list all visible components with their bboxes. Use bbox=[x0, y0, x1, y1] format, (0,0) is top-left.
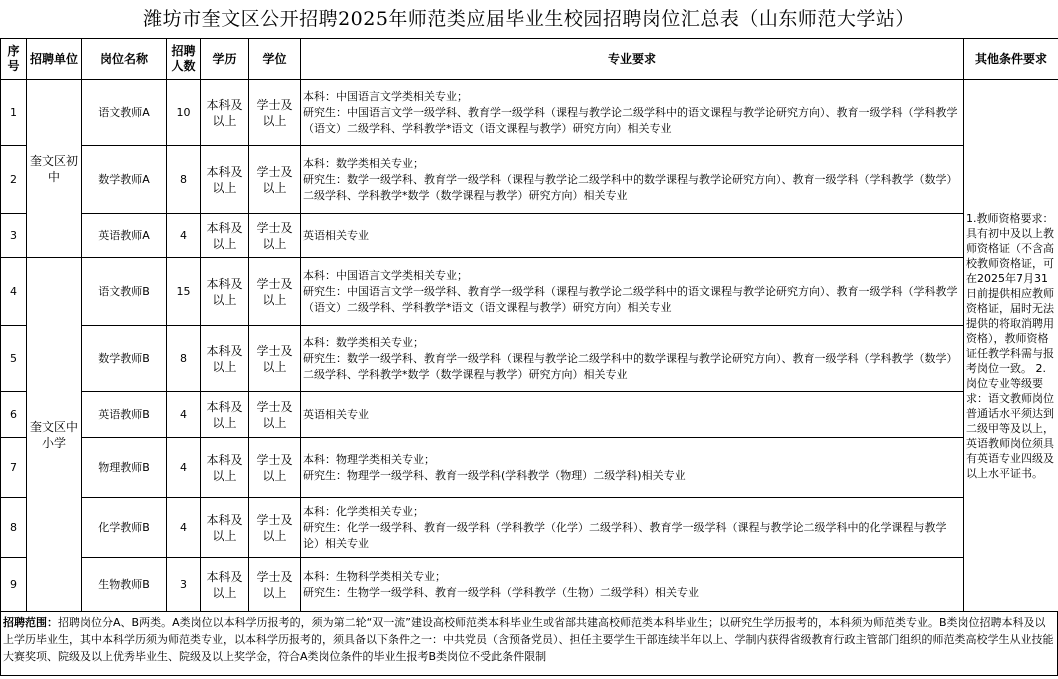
row-count: 4 bbox=[167, 438, 201, 498]
header-major: 专业要求 bbox=[301, 39, 964, 80]
row-major: 英语相关专业 bbox=[301, 214, 964, 258]
row-major: 本科：化学类相关专业； 研究生：化学一级学科、教育一级学科（学科教学（化学）二级学科）、教育学一级学科（课程与教学论二级学科中的化学课程与教学论）相关专业 bbox=[301, 498, 964, 558]
row-edu: 本科及以上 bbox=[201, 438, 249, 498]
row-edu: 本科及以上 bbox=[201, 80, 249, 146]
row-edu: 本科及以上 bbox=[201, 326, 249, 392]
row-no: 7 bbox=[1, 438, 27, 498]
row-count: 3 bbox=[167, 558, 201, 612]
row-post: 数学教师B bbox=[82, 326, 167, 392]
row-edu: 本科及以上 bbox=[201, 558, 249, 612]
row-post: 化学教师B bbox=[82, 498, 167, 558]
row-degree: 学士及以上 bbox=[249, 438, 301, 498]
table-row bbox=[1, 146, 1058, 214]
row-post: 物理教师B bbox=[82, 438, 167, 498]
row-no: 9 bbox=[1, 558, 27, 612]
header-edu: 学历 bbox=[201, 39, 249, 80]
row-no: 6 bbox=[1, 392, 27, 438]
row-no: 5 bbox=[1, 326, 27, 392]
row-degree: 学士及以上 bbox=[249, 80, 301, 146]
header-other: 其他条件要求 bbox=[964, 39, 1058, 80]
row-post: 语文教师A bbox=[82, 80, 167, 146]
row-edu: 本科及以上 bbox=[201, 498, 249, 558]
table-row bbox=[1, 258, 1058, 326]
header-unit: 招聘单位 bbox=[27, 39, 82, 80]
table-header-row bbox=[1, 39, 1058, 80]
positions-table bbox=[0, 38, 1058, 612]
row-count: 4 bbox=[167, 214, 201, 258]
table-row bbox=[1, 438, 1058, 498]
row-major: 本科：物理学类相关专业； 研究生：物理学一级学科、教育一级学科(学科教学（物理）二级学科)相关专业 bbox=[301, 438, 964, 498]
row-edu: 本科及以上 bbox=[201, 258, 249, 326]
row-count: 10 bbox=[167, 80, 201, 146]
unit-cell: 奎文区初中 bbox=[27, 80, 82, 258]
table-row bbox=[1, 80, 1058, 146]
row-no: 2 bbox=[1, 146, 27, 214]
unit-cell: 奎文区中小学 bbox=[27, 258, 82, 612]
row-degree: 学士及以上 bbox=[249, 326, 301, 392]
row-post: 英语教师B bbox=[82, 392, 167, 438]
row-major: 本科：中国语言文学类相关专业； 研究生：中国语言文学一级学科、教育学一级学科（课程与教学论二级学科中的语文课程与教学论研究方向）、教育一级学科（学科教学（语文）二级学科、学科教学*语文（语文课程与教学）研究方向）相关专业 bbox=[301, 80, 964, 146]
row-major: 本科：生物科学类相关专业； 研究生：生物学一级学科、教育一级学科（学科教学（生物）二级学科）相关专业 bbox=[301, 558, 964, 612]
table-row bbox=[1, 558, 1058, 612]
row-no: 3 bbox=[1, 214, 27, 258]
row-count: 15 bbox=[167, 258, 201, 326]
row-edu: 本科及以上 bbox=[201, 214, 249, 258]
row-no: 1 bbox=[1, 80, 27, 146]
row-major: 本科：数学类相关专业； 研究生：数学一级学科、教育学一级学科（课程与教学论二级学科中的数学课程与教学论研究方向）、教育一级学科（学科教学（数学）二级学科、学科教学*数学（数学课程与教学）研究方向）相关专业 bbox=[301, 146, 964, 214]
header-degree: 学位 bbox=[249, 39, 301, 80]
footer-label: 招聘范围： bbox=[3, 616, 58, 629]
header-no: 序号 bbox=[1, 39, 27, 80]
table-row bbox=[1, 498, 1058, 558]
row-post: 英语教师A bbox=[82, 214, 167, 258]
row-post: 数学教师A bbox=[82, 146, 167, 214]
row-no: 8 bbox=[1, 498, 27, 558]
footer-text: 招聘岗位分A、B两类。A类岗位以本科学历报考的，须为第二轮“双一流”建设高校师范类本科毕业生或省部共建高校师范类本科毕业生；以研究生学历报考的，本科须为师范类专业。B类岗位招聘本科及以上学历毕业生，其中本科学历须为师范类专业，以本科学历报考的，须具备以下条件之一：中共党员（含预备党员）、担任主要学生干部连续半年以上、学制内获得省级教育行政主管部门组织的师范类高校学生从业技能大赛奖项、院级及以上优秀毕业生、院级及以上奖学金，符合A类岗位条件的毕业生报考B类岗位不受此条件限制 bbox=[3, 616, 1054, 663]
row-degree: 学士及以上 bbox=[249, 498, 301, 558]
header-count: 招聘人数 bbox=[167, 39, 201, 80]
row-degree: 学士及以上 bbox=[249, 214, 301, 258]
row-count: 8 bbox=[167, 326, 201, 392]
row-count: 4 bbox=[167, 392, 201, 438]
page-title: 潍坊市奎文区公开招聘2025年师范类应届毕业生校园招聘岗位汇总表（山东师范大学站） bbox=[143, 8, 915, 30]
row-count: 4 bbox=[167, 498, 201, 558]
other-requirements-cell: 1.教师资格要求：具有初中及以上教师资格证（不含高校教师资格证，可在2025年7月31日前提供相应教师资格证，届时无法提供的将取消聘用资格），教师资格证任教学科需与报考岗位一致。 2.岗位专业等级要求：语文教师岗位普通话水平须达到二级甲等及以上，英语教师岗位须具有英语专业四级及以上水平证书。 bbox=[964, 80, 1058, 612]
row-degree: 学士及以上 bbox=[249, 146, 301, 214]
row-degree: 学士及以上 bbox=[249, 258, 301, 326]
table-row bbox=[1, 392, 1058, 438]
table-row bbox=[1, 214, 1058, 258]
row-major: 英语相关专业 bbox=[301, 392, 964, 438]
row-post: 语文教师B bbox=[82, 258, 167, 326]
table-row bbox=[1, 326, 1058, 392]
row-major: 本科：数学类相关专业； 研究生：数学一级学科、教育学一级学科（课程与教学论二级学科中的数学课程与教学论研究方向）、教育一级学科（学科教学（数学）二级学科、学科教学*数学（数学课程与教学）研究方向）相关专业 bbox=[301, 326, 964, 392]
row-edu: 本科及以上 bbox=[201, 146, 249, 214]
row-degree: 学士及以上 bbox=[249, 392, 301, 438]
row-major: 本科：中国语言文学类相关专业； 研究生：中国语言文学一级学科、教育学一级学科（课程与教学论二级学科中的语文课程与教学论研究方向）、教育一级学科（学科教学（语文）二级学科、学科教学*语文（语文课程与教学）研究方向）相关专业 bbox=[301, 258, 964, 326]
recruitment-scope-note bbox=[0, 612, 1058, 676]
row-degree: 学士及以上 bbox=[249, 558, 301, 612]
row-count: 8 bbox=[167, 146, 201, 214]
row-post: 生物教师B bbox=[82, 558, 167, 612]
row-no: 4 bbox=[1, 258, 27, 326]
row-edu: 本科及以上 bbox=[201, 392, 249, 438]
header-post: 岗位名称 bbox=[82, 39, 167, 80]
